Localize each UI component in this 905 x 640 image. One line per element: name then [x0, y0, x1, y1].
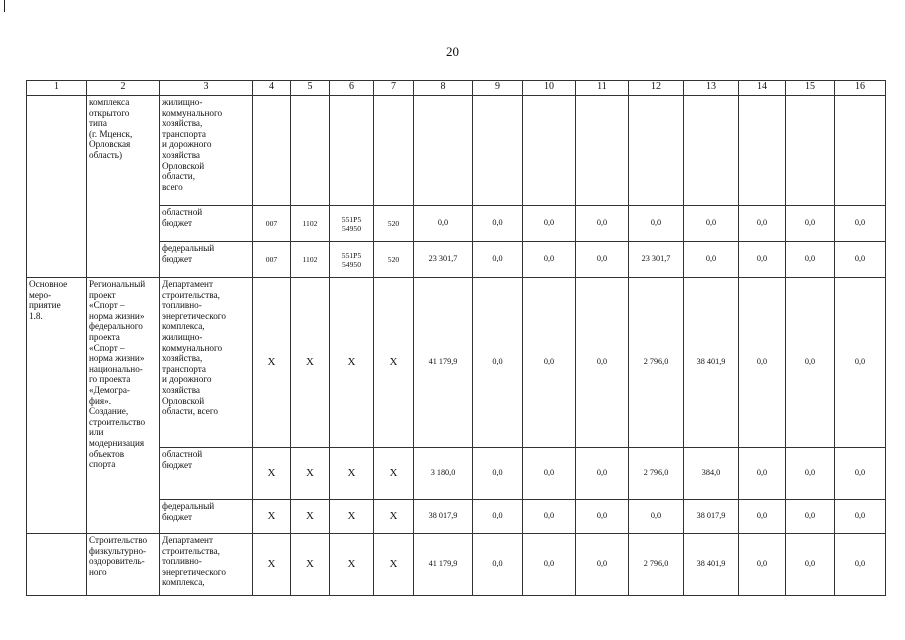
data-cell: 0,0: [739, 448, 786, 500]
data-cell: 0,0: [739, 242, 786, 278]
column-header: 10: [523, 81, 576, 96]
data-cell: 0,0: [739, 500, 786, 534]
data-cell: 0,0: [576, 206, 629, 242]
data-cell: 0,0: [786, 534, 835, 596]
column-header: 12: [629, 81, 684, 96]
column-number-row: [27, 81, 886, 96]
data-cell: 551P5 54950: [330, 242, 374, 278]
data-cell: 2 796,0: [629, 534, 684, 596]
data-cell: 38 401,9: [684, 534, 739, 596]
data-cell: 0,0: [473, 500, 523, 534]
data-cell: X: [253, 500, 291, 534]
column-header: 14: [739, 81, 786, 96]
data-cell: [330, 96, 374, 206]
data-cell: 0,0: [835, 448, 886, 500]
data-cell: 007: [253, 242, 291, 278]
data-cell: [739, 96, 786, 206]
data-cell: [374, 96, 414, 206]
executor-cell: жилищно- коммунального хозяйства, транспорта и дорожного хозяйства Орловской области, всего: [160, 96, 253, 206]
data-cell: 0,0: [576, 500, 629, 534]
column-header: 16: [835, 81, 886, 96]
data-cell: 23 301,7: [414, 242, 473, 278]
data-cell: X: [330, 448, 374, 500]
column-header: 4: [253, 81, 291, 96]
data-cell: 0,0: [576, 534, 629, 596]
data-cell: 0,0: [835, 500, 886, 534]
data-cell: 0,0: [786, 500, 835, 534]
data-cell: 0,0: [739, 206, 786, 242]
data-cell: 0,0: [629, 500, 684, 534]
column-header: 6: [330, 81, 374, 96]
data-cell: [473, 96, 523, 206]
column-header: 15: [786, 81, 835, 96]
data-cell: [684, 96, 739, 206]
data-cell: 007: [253, 206, 291, 242]
data-cell: X: [330, 500, 374, 534]
data-cell: X: [374, 278, 414, 448]
data-cell: 0,0: [684, 242, 739, 278]
page-number: 20: [446, 44, 459, 59]
data-cell: 3 180,0: [414, 448, 473, 500]
column-header: 8: [414, 81, 473, 96]
column-header: 2: [87, 81, 160, 96]
data-cell: 0,0: [523, 448, 576, 500]
column-header: 13: [684, 81, 739, 96]
data-cell: 0,0: [473, 278, 523, 448]
funding-source-cell: федеральный бюджет: [160, 500, 253, 534]
data-cell: 0,0: [523, 278, 576, 448]
data-cell: [414, 96, 473, 206]
data-cell: 0,0: [473, 206, 523, 242]
column-header: 7: [374, 81, 414, 96]
data-cell: 0,0: [414, 206, 473, 242]
data-cell: X: [374, 534, 414, 596]
data-cell: X: [253, 448, 291, 500]
data-cell: 0,0: [629, 206, 684, 242]
data-cell: X: [253, 534, 291, 596]
data-cell: 0,0: [786, 278, 835, 448]
data-cell: 0,0: [835, 242, 886, 278]
funding-source-cell: федеральный бюджет: [160, 242, 253, 278]
data-cell: 520: [374, 206, 414, 242]
data-cell: X: [374, 448, 414, 500]
data-cell: X: [291, 448, 330, 500]
data-cell: 23 301,7: [629, 242, 684, 278]
data-cell: X: [330, 534, 374, 596]
executor-cell: Департамент строительства, топливно- энергетического комплекса,: [160, 534, 253, 596]
budget-table: [26, 80, 886, 596]
column-header: 3: [160, 81, 253, 96]
data-cell: 0,0: [739, 278, 786, 448]
data-cell: [629, 96, 684, 206]
data-cell: 0,0: [835, 278, 886, 448]
activity-number-cell: [27, 96, 87, 278]
activity-name-cell: Строительство физкультурно- оздоровитель- ного: [87, 534, 160, 596]
data-cell: 0,0: [523, 242, 576, 278]
data-cell: 0,0: [523, 500, 576, 534]
data-cell: 0,0: [523, 206, 576, 242]
data-cell: 0,0: [576, 278, 629, 448]
data-cell: 38 017,9: [684, 500, 739, 534]
corner-mark: [4, 0, 5, 12]
activity-name-cell: комплекса открытого типа (г. Мценск, Орловская область): [87, 96, 160, 278]
column-header: 5: [291, 81, 330, 96]
data-cell: 551P5 54950: [330, 206, 374, 242]
funding-source-cell: областной бюджет: [160, 448, 253, 500]
data-cell: [786, 96, 835, 206]
data-cell: [291, 96, 330, 206]
data-cell: 0,0: [786, 242, 835, 278]
data-cell: 384,0: [684, 448, 739, 500]
data-cell: 0,0: [473, 534, 523, 596]
data-cell: X: [330, 278, 374, 448]
data-cell: 0,0: [739, 534, 786, 596]
data-cell: 0,0: [576, 242, 629, 278]
data-cell: 1102: [291, 206, 330, 242]
data-cell: 38 401,9: [684, 278, 739, 448]
data-cell: 41 179,9: [414, 534, 473, 596]
data-cell: 0,0: [786, 448, 835, 500]
data-cell: X: [291, 500, 330, 534]
data-cell: 0,0: [473, 242, 523, 278]
activity-name-cell: Региональный проект «Спорт – норма жизни» федерального проекта «Спорт – норма жизни» национально- го проекта «Демогра- фия». Создание, строительство или модернизация объектов спорта: [87, 278, 160, 534]
table-row: [27, 278, 886, 448]
data-cell: 0,0: [835, 534, 886, 596]
data-cell: X: [291, 534, 330, 596]
data-cell: 0,0: [684, 206, 739, 242]
data-cell: 0,0: [576, 448, 629, 500]
funding-source-cell: областной бюджет: [160, 206, 253, 242]
data-cell: X: [374, 500, 414, 534]
data-cell: 0,0: [786, 206, 835, 242]
activity-number-cell: [27, 534, 87, 596]
column-header: 9: [473, 81, 523, 96]
data-cell: 0,0: [473, 448, 523, 500]
data-cell: [835, 96, 886, 206]
column-header: 1: [27, 81, 87, 96]
data-cell: 2 796,0: [629, 278, 684, 448]
data-cell: X: [291, 278, 330, 448]
data-cell: 41 179,9: [414, 278, 473, 448]
data-cell: [253, 96, 291, 206]
data-cell: 2 796,0: [629, 448, 684, 500]
table-row: [27, 96, 886, 206]
data-cell: [523, 96, 576, 206]
activity-number-cell: Основное меро- приятие 1.8.: [27, 278, 87, 534]
column-header: 11: [576, 81, 629, 96]
table-row: [27, 534, 886, 596]
data-cell: 38 017,9: [414, 500, 473, 534]
executor-cell: Департамент строительства, топливно- энергетического комплекса, жилищно- коммунального хозяйства, транспорта и дорожного хозяйства Орловской области, всего: [160, 278, 253, 448]
data-cell: 0,0: [523, 534, 576, 596]
data-cell: 1102: [291, 242, 330, 278]
data-cell: 520: [374, 242, 414, 278]
data-cell: X: [253, 278, 291, 448]
data-cell: [576, 96, 629, 206]
data-cell: 0,0: [835, 206, 886, 242]
